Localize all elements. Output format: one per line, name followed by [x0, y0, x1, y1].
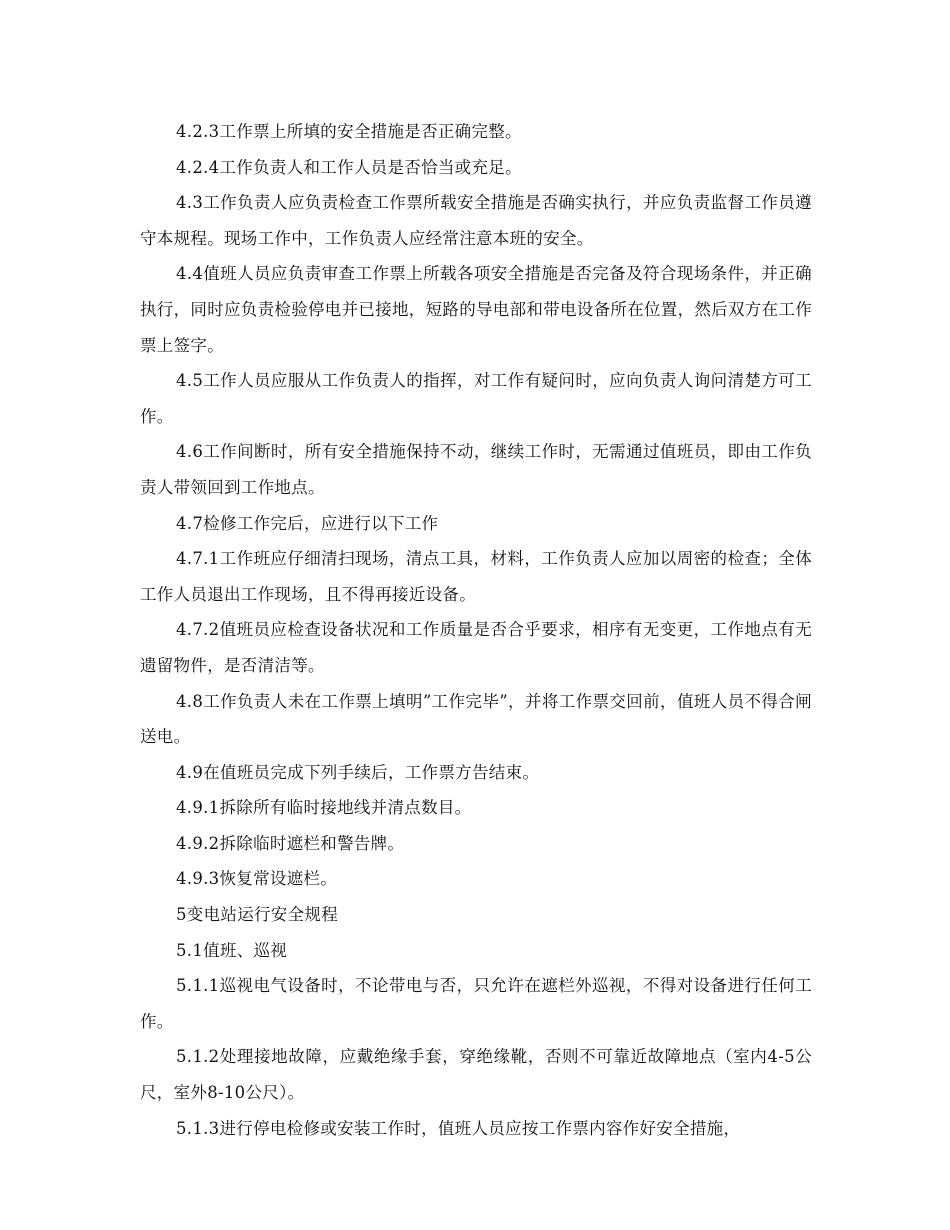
paragraph-4-7-1: 4.7.1工作班应仔细清扫现场，清点工具，材料，工作负责人应加以周密的检查；全体工作人员退出工作现场，且不得再接近设备。: [140, 549, 812, 604]
document-body: [140, 114, 812, 1146]
section-heading-5: 5变电站运行安全规程: [176, 905, 338, 925]
paragraph-4-3: 4.3工作负责人应负责检查工作票所载安全措施是否确实执行，并应负责监督工作员遵守本规程。现场工作中，工作负责人应经常注意本班的安全。: [140, 193, 812, 248]
paragraph-4-7: 4.7检修工作完后，应进行以下工作: [176, 513, 439, 533]
paragraph-4-2-4: 4.2.4工作负责人和工作人员是否恰当或充足。: [176, 157, 522, 177]
paragraph-4-9: 4.9在值班员完成下列手续后，工作票方告结束。: [176, 762, 540, 782]
paragraph-5-1-2: 5.1.2处理接地故障，应戴绝缘手套，穿绝缘靴，否则不可靠近故障地点（室内4-5公尺，室外8-10公尺）。: [140, 1047, 812, 1103]
subsection-heading-5-1: 5.1值班、巡视: [176, 940, 288, 960]
paragraph-5-1-1: 5.1.1巡视电气设备时，不论带电与否，只允许在遮栏外巡视，不得对设备进行任何工作。: [140, 976, 812, 1031]
paragraph-4-8: 4.8工作负责人未在工作票上填明”工作完毕”，并将工作票交回前，值班人员不得合闸送电。: [140, 691, 812, 747]
paragraph-4-5: 4.5工作人员应服从工作负责人的指挥，对工作有疑问时，应向负责人询问清楚方可工作。: [140, 371, 812, 426]
paragraph-4-7-2: 4.7.2值班员应检查设备状况和工作质量是否合乎要求，相序有无变更，工作地点有无遗留物件，是否清洁等。: [140, 620, 812, 675]
paragraph-4-9-1: 4.9.1拆除所有临时接地线并清点数目。: [176, 798, 472, 818]
paragraph-4-9-2: 4.9.2拆除临时遮栏和警告牌。: [176, 833, 405, 853]
paragraph-5-1-3: 5.1.3进行停电检修或安装工作时，值班人员应按工作票内容作好安全措施，: [176, 1118, 741, 1138]
paragraph-4-9-3: 4.9.3恢复常设遮栏。: [176, 869, 338, 889]
paragraph-4-6: 4.6工作间断时，所有安全措施保持不动，继续工作时，无需通过值班员，即由工作负责人带领回到工作地点。: [140, 442, 812, 497]
paragraph-4-4: 4.4值班人员应负责审查工作票上所载各项安全措施是否完备及符合现场条件，并正确执行，同时应负责检验停电并已接地，短路的导电部和带电设备所在位置，然后双方在工作票上签字。: [140, 264, 812, 355]
paragraph-4-2-3: 4.2.3工作票上所填的安全措施是否正确完整。: [176, 122, 522, 141]
